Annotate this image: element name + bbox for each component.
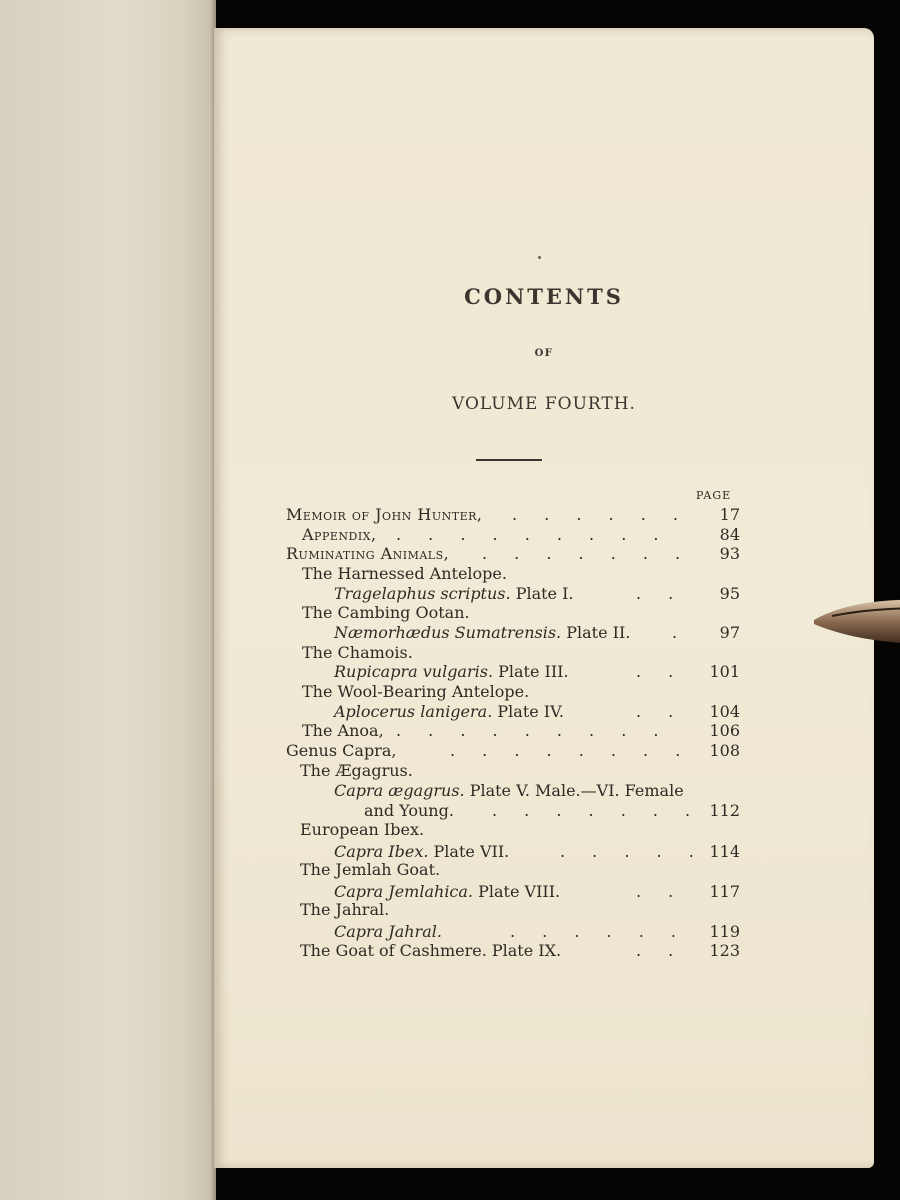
page-number: 123 <box>709 941 740 960</box>
page-number: 114 <box>709 842 740 861</box>
page-number: 119 <box>709 922 740 941</box>
species-name: Rupicapra vulgaris. <box>334 662 494 681</box>
toc-entry-text: The Jahral. <box>300 900 390 919</box>
toc-entry-text <box>286 741 396 761</box>
toc-entry-text: European Ibex. <box>300 820 425 839</box>
leader-dots: . . . . . . . . . <box>396 721 670 740</box>
contents-title: CONTENTS <box>464 284 624 309</box>
toc-entry-text: and Young. <box>364 801 454 820</box>
page-number: 95 <box>719 584 740 603</box>
toc-entry-text: The Anoa, <box>302 721 384 740</box>
page-column-label: PAGE <box>696 489 732 502</box>
leader-dots: . . . . . . <box>512 505 689 524</box>
page-number: 106 <box>709 721 740 740</box>
toc-entry-text: Ruminating Animals, <box>286 544 450 563</box>
page-number: 84 <box>719 525 740 544</box>
plate-label: Plate IV. <box>497 702 564 721</box>
toc-entry-text: The Goat of Cashmere. Plate IX. <box>300 941 562 960</box>
toc-subentry <box>334 662 569 682</box>
species-name: Næmorhædus Sumatrensis. <box>334 623 562 642</box>
page-number: 104 <box>709 702 740 721</box>
leader-dots: . . <box>636 882 685 901</box>
toc-subentry <box>334 781 684 801</box>
toc-entry-text: Memoir of John Hunter, <box>286 505 483 524</box>
leader-dots: . . . . . . . . . <box>396 525 670 544</box>
leader-dots: . . <box>636 662 685 681</box>
toc-entry-text: The Cambing Ootan. <box>302 603 470 622</box>
species-name: Capra Ibex. <box>334 842 429 861</box>
plate-label: Plate II. <box>566 623 631 642</box>
leader-dots: . . <box>636 584 685 603</box>
toc-subentry <box>334 702 564 722</box>
species-name: Capra ægagrus. <box>334 781 465 800</box>
toc-subentry <box>334 882 560 902</box>
genus-label: Genus Capra, <box>286 741 397 760</box>
leader-dots: . . <box>636 941 685 960</box>
toc-subentry <box>334 623 630 643</box>
toc-entry-text: The Chamois. <box>302 643 413 662</box>
leader-dots: . . . . . . . <box>482 544 692 563</box>
page-number: 117 <box>709 882 740 901</box>
species-name: Aplocerus lanigera. <box>334 702 493 721</box>
leader-dots: . . <box>636 702 685 721</box>
toc-subentry <box>334 584 574 604</box>
page-number: 17 <box>719 505 740 524</box>
leader-dots: . . . . . . . <box>492 801 702 820</box>
toc-entry-text: The Ægagrus. <box>300 761 413 780</box>
page-number: 93 <box>719 544 740 563</box>
volume-title: VOLUME FOURTH. <box>452 394 636 414</box>
plate-label: Plate VII. <box>433 842 510 861</box>
toc-subentry <box>334 842 509 862</box>
plate-label: Plate VIII. <box>478 882 561 901</box>
species-name: Capra Jemlahica. <box>334 882 474 901</box>
leader-dots: . . . . . . <box>510 922 687 941</box>
plate-label: Plate V. Male.—VI. Female <box>469 781 684 800</box>
of-word: OF <box>534 348 554 359</box>
plate-label: Plate III. <box>498 662 569 681</box>
leader-dots: . <box>672 623 689 642</box>
toc-entry-text: The Jemlah Goat. <box>300 860 441 879</box>
page-number: 101 <box>709 662 740 681</box>
page-number: 112 <box>709 801 740 820</box>
plate-label: Plate I. <box>515 584 574 603</box>
toc-entry-text: The Harnessed Antelope. <box>302 564 507 583</box>
leader-dots: . . . . . <box>560 842 705 861</box>
leader-dots: . . . . . . . . <box>450 741 692 760</box>
page-number: 97 <box>719 623 740 642</box>
page-number: 108 <box>709 741 740 760</box>
toc-entry-text: The Wool-Bearing Antelope. <box>302 682 530 701</box>
species-name: Tragelaphus scriptus. <box>334 584 511 603</box>
toc-entry-text: Appendix, <box>302 525 377 544</box>
species-name: Capra Jahral. <box>334 922 442 941</box>
